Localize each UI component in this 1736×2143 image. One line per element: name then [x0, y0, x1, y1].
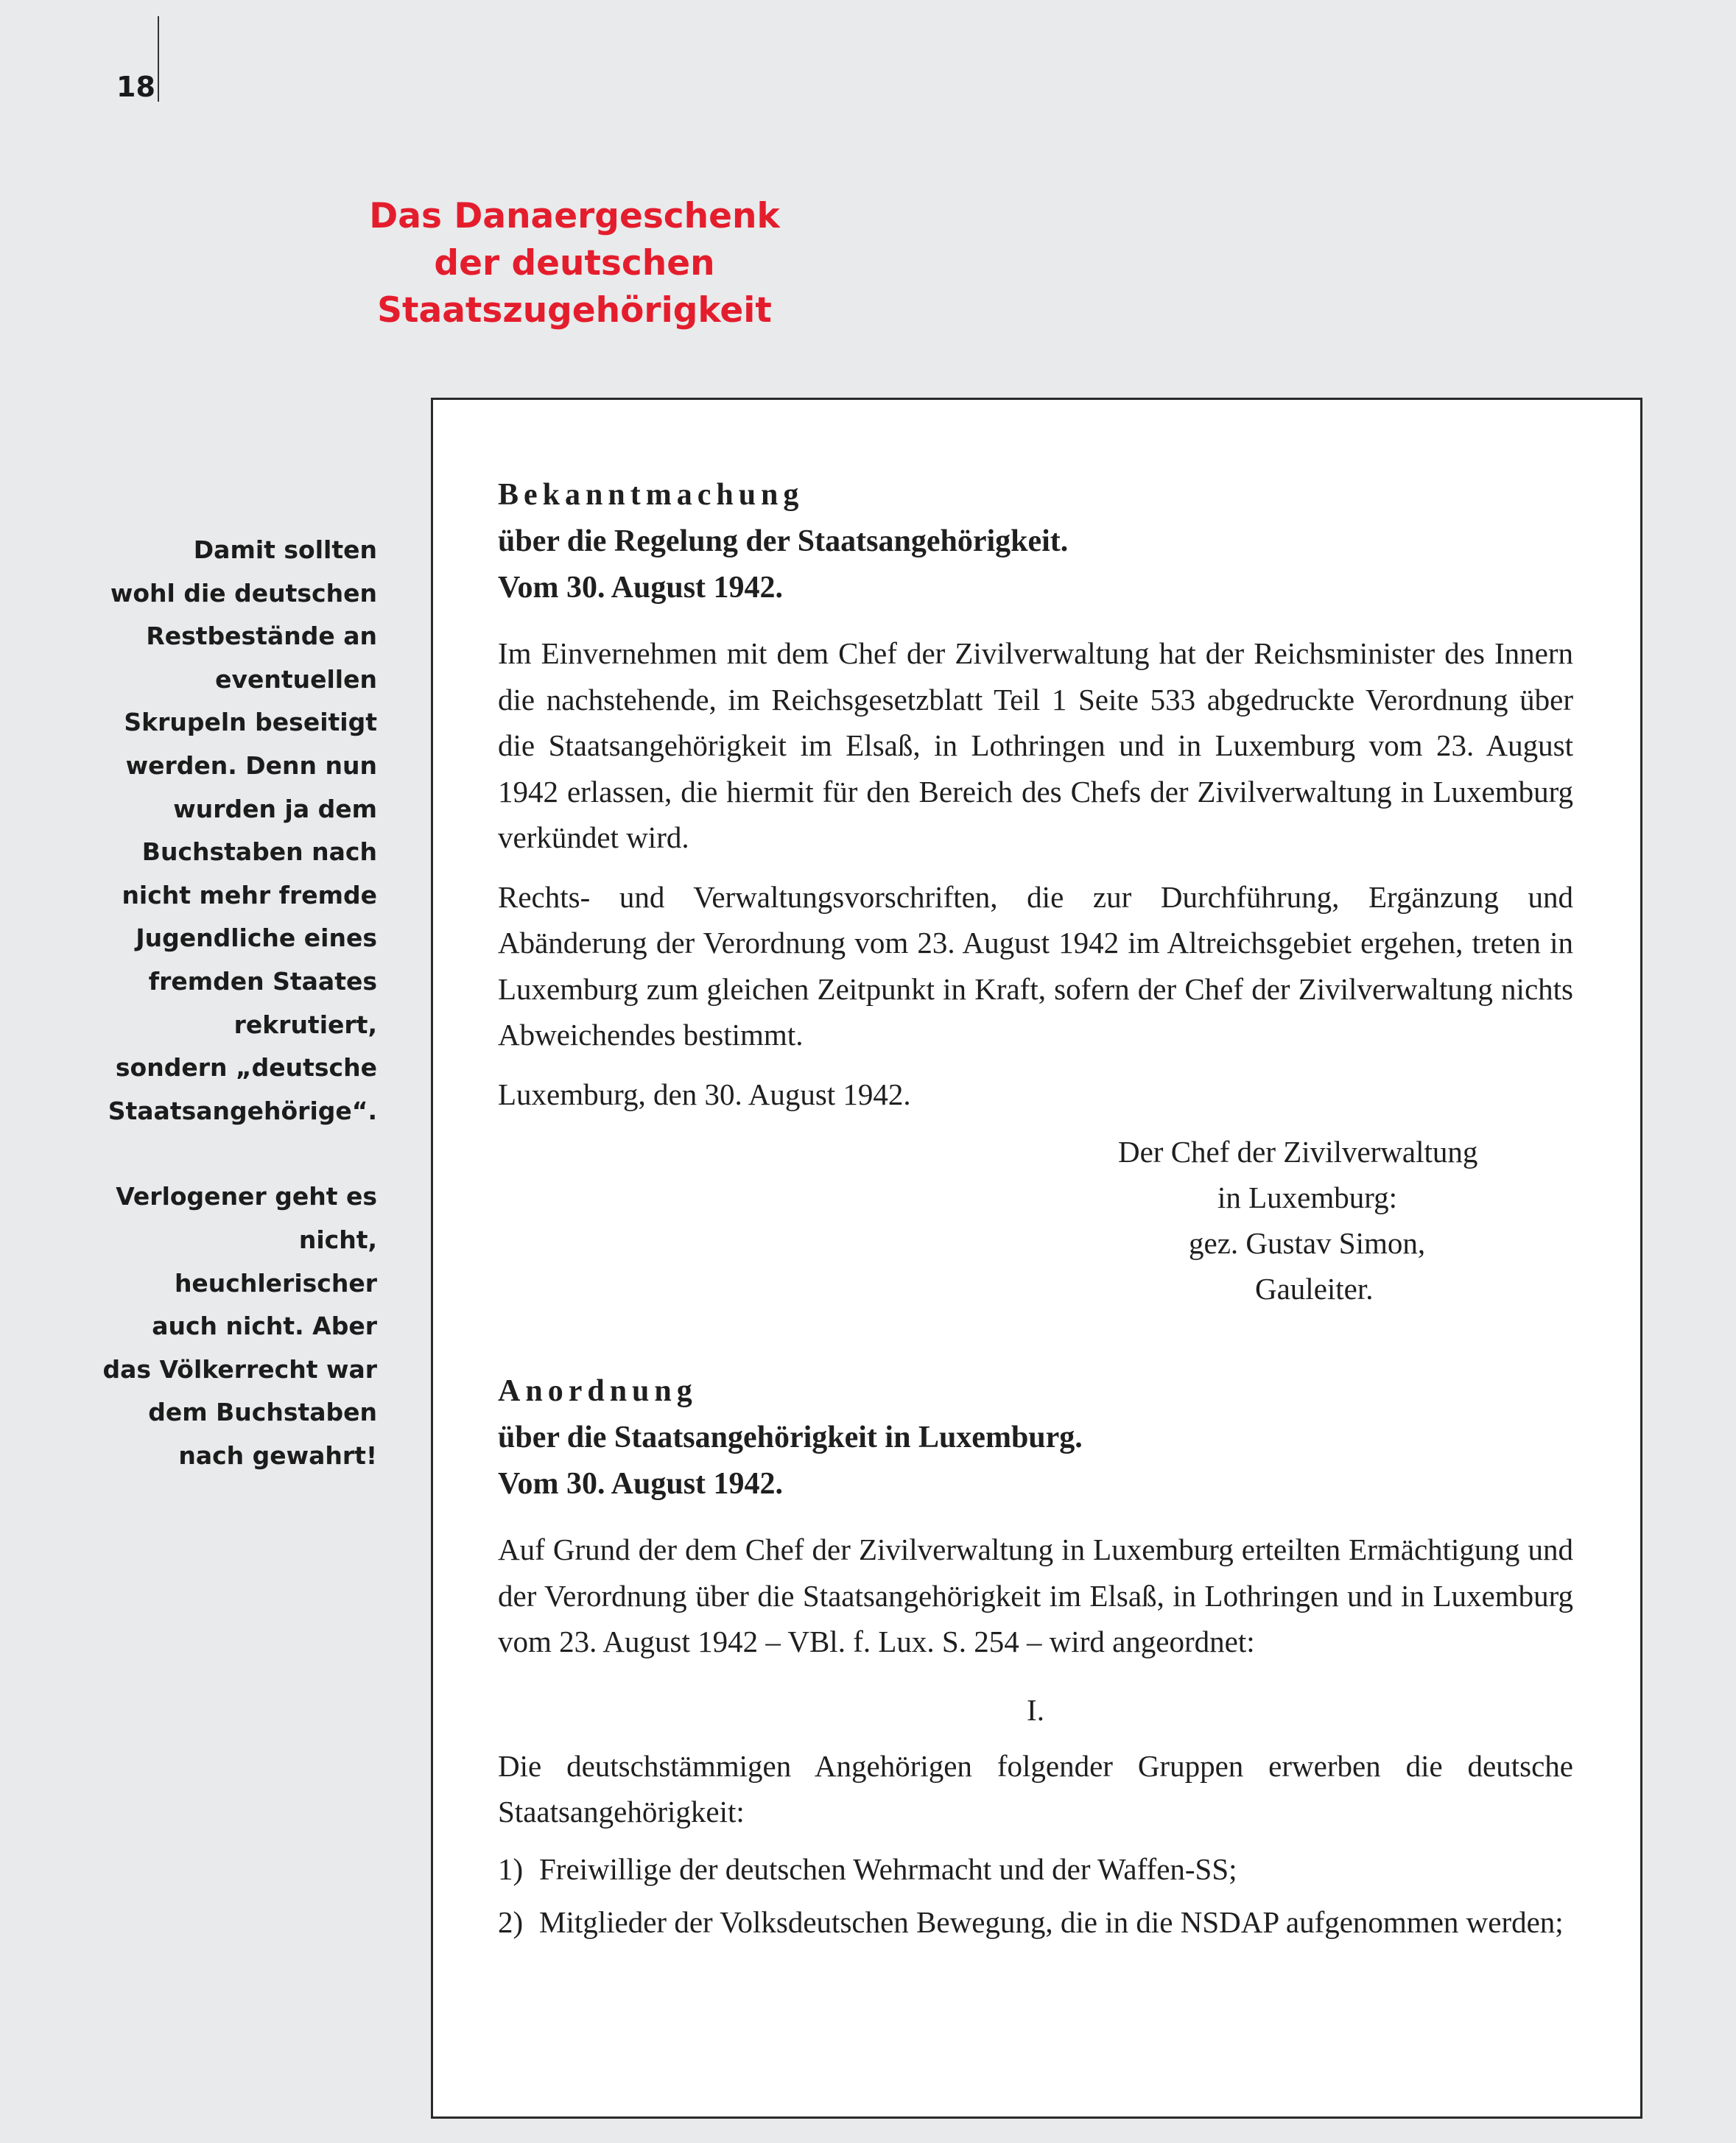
anordnung-paragraph-1: Auf Grund der dem Chef der Zivilverwaltung in Luxemburg erteilten Ermächtigung und der Verordnung über die Staatsangehörigkeit im Elsaß, in Lothringen und in Luxemburg vom 23. August 1942 – VBl. f. Lux. S. 254 – wird angeordnet: — [498, 1533, 1573, 1658]
list-item — [498, 1900, 1573, 1944]
side-line: Staatsangehörige“. — [108, 1096, 377, 1125]
anordnung-section — [498, 1368, 1573, 1953]
document-facsimile — [431, 398, 1642, 2119]
side-line: wohl die deutschen — [110, 578, 377, 608]
signature-line: Gauleiter. — [1255, 1271, 1374, 1306]
signature-line: in Luxemburg: — [1217, 1180, 1398, 1214]
side-line: Jugendliche eines — [136, 923, 377, 953]
page-number: 18 — [116, 71, 155, 103]
bekanntmachung-date: Vom 30. August 1942. — [498, 571, 784, 605]
anordnung-paragraph-2: Die deutschstämmigen Angehörigen folgender Gruppen erwerben die deutsche Staatsangehörigkeit: — [498, 1748, 1573, 1829]
side-line: nicht mehr fremde — [122, 880, 377, 909]
side-line: nach gewahrt! — [178, 1440, 377, 1470]
bekanntmachung-subheading: über die Regelung der Staatsangehörigkeit. — [498, 524, 1069, 558]
anordnung-subheading: über die Staatsangehörigkeit in Luxemburg. — [498, 1421, 1083, 1454]
side-line: Restbestände an — [146, 622, 377, 651]
anordnung-heading: Anordnung — [498, 1374, 697, 1408]
signature-block — [1118, 1129, 1573, 1312]
side-line: werden. Denn nun — [125, 750, 377, 780]
signature-line: Der Chef der Zivilverwaltung — [1118, 1134, 1478, 1169]
bekanntmachung-paragraph-1: Im Einvernehmen mit dem Chef der Zivilverwaltung hat der Reichsminister des Innern die nachstehende, im Reichsgesetzblatt Teil 1 Seite 533 abgedruckte Verordnung über die Staatsangehörigkeit im Elsaß, in Lothringen und in Luxemburg vom 23. August 1942 erlassen, die hiermit für den Bereich des Chefs der Zivilverwaltung in Luxemburg verkündet wird. — [498, 636, 1573, 854]
side-commentary — [88, 529, 377, 1520]
side-line: nicht, heuchlerischer — [174, 1225, 377, 1298]
side-line: auch nicht. Aber — [152, 1312, 377, 1341]
side-line: rekrutiert, — [233, 1010, 377, 1039]
page-title — [280, 193, 869, 334]
page-number-rule — [158, 16, 159, 102]
title-line-2: der deutschen Staatszugehörigkeit — [377, 243, 772, 331]
side-line: eventuellen — [215, 664, 377, 694]
side-paragraph-1 — [88, 529, 377, 1133]
list-item-number: 2) — [498, 1904, 524, 1939]
bekanntmachung-section — [498, 472, 1573, 1312]
title-line-1: Das Danaergeschenk — [369, 196, 780, 236]
list-item-text: Mitglieder der Volksdeutschen Bewegung, die in die NSDAP aufgenommen werden; — [539, 1904, 1564, 1939]
side-line: das Völkerrecht war — [102, 1354, 377, 1384]
group-list — [498, 1847, 1573, 1944]
side-line: dem Buchstaben — [148, 1398, 377, 1427]
side-line: wurden ja dem — [173, 794, 377, 823]
bekanntmachung-heading: Bekanntmachung — [498, 478, 804, 512]
list-item-number: 1) — [498, 1851, 524, 1886]
side-line: fremden Staates — [148, 966, 377, 996]
anordnung-date: Vom 30. August 1942. — [498, 1467, 784, 1501]
side-line: Skrupeln beseitigt — [124, 708, 377, 737]
side-line: sondern „deutsche — [115, 1053, 377, 1083]
side-line: Buchstaben nach — [141, 837, 377, 867]
bekanntmachung-paragraph-2: Rechts- und Verwaltungsvorschriften, die zur Durchführung, Ergänzung und Abänderung der Verordnung vom 23. August 1942 im Altreichsgebiet ergehen, treten in Luxemburg zum gleichen Zeitpunkt in Kraft, sofern der Chef der Zivilverwaltung nichts Abweichendes bestimmt. — [498, 879, 1573, 1052]
side-paragraph-2 — [88, 1175, 377, 1477]
place-date: Luxemburg, den 30. August 1942. — [498, 1077, 911, 1111]
list-item — [498, 1847, 1573, 1891]
section-number: I. — [1027, 1692, 1044, 1727]
side-line: Verlogener geht es — [116, 1182, 377, 1211]
list-item-text: Freiwillige der deutschen Wehrmacht und der Waffen-SS; — [539, 1851, 1237, 1886]
side-line: Damit sollten — [193, 535, 377, 564]
signature-line: gez. Gustav Simon, — [1189, 1225, 1426, 1260]
